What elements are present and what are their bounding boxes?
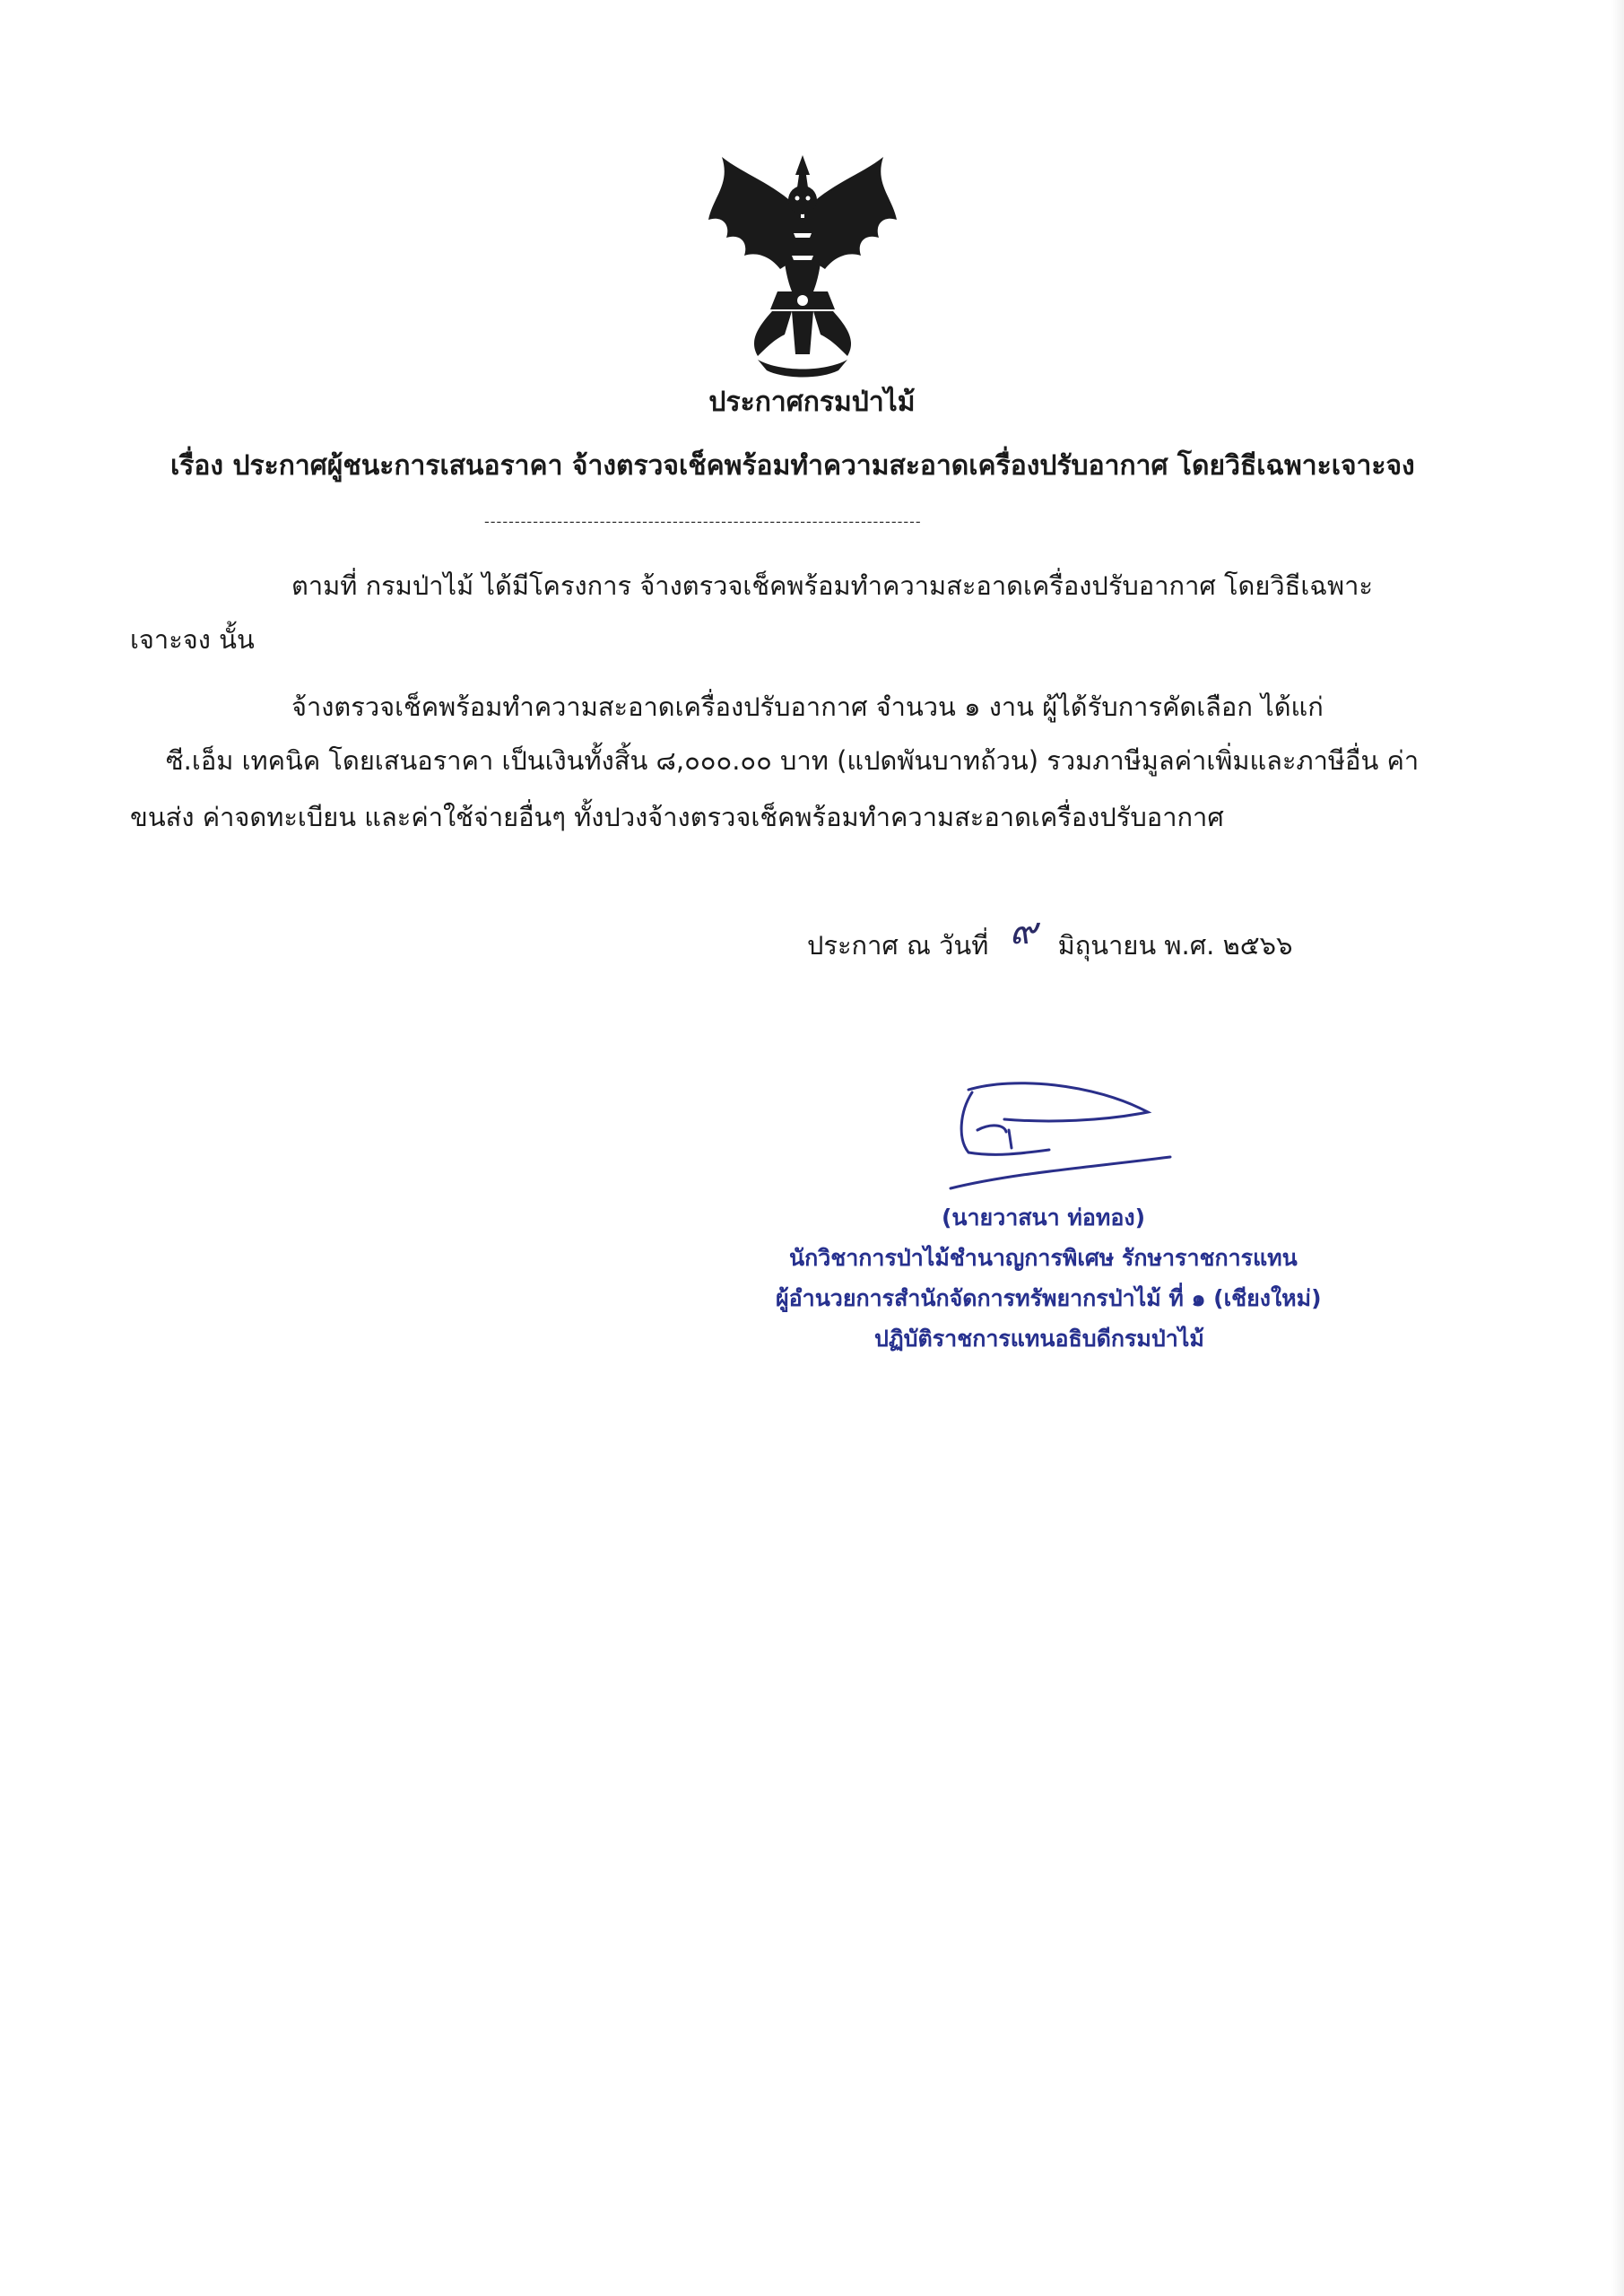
handwritten-signature-icon — [942, 1067, 1175, 1193]
body-paragraph-2-line-1: จ้างตรวจเช็คพร้อมทำความสะอาดเครื่องปรับอากาศ จำนวน ๑ งาน ผู้ได้รับการคัดเลือก ได้แก่ — [291, 691, 1324, 722]
signatory-position-2: ผู้อำนวยการสำนักจัดการทรัพยากรป่าไม้ ที่ ๑ (เชียงใหม่) — [776, 1285, 1322, 1311]
agency-title: ประกาศกรมป่าไม้ — [708, 387, 916, 418]
date-month-year: มิถุนายน พ.ศ. ๒๕๖๖ — [1057, 930, 1293, 961]
signatory-position-3: ปฏิบัติราชการแทนอธิบดีกรมป่าไม้ — [874, 1326, 1204, 1352]
announcement-date — [807, 909, 1293, 971]
body-paragraph-2-line-2: ซี.เอ็ม เทคนิค โดยเสนอราคา เป็นเงินทั้งสิ้น ๘,๐๐๐.๐๐ บาท (แปดพันบาทถ้วน) รวมภาษีมูลค่าเพิ่มและภาษีอื่น ค่า — [166, 745, 1420, 776]
garuda-emblem-icon — [695, 148, 910, 381]
signatory-name: (นายวาสนา ท่อทอง) — [942, 1205, 1145, 1231]
date-day-handwritten: ๙ — [1009, 909, 1038, 952]
body-paragraph-2-line-3: ขนส่ง ค่าจดทะเบียน และค่าใช้จ่ายอื่นๆ ทั้งปวงจ้างตรวจเช็คพร้อมทำความสะอาดเครื่องปรับอากาศ — [130, 802, 1224, 832]
body-paragraph-1-line-2: เจาะจง นั้น — [130, 624, 255, 655]
body-paragraph-1-line-1: ตามที่ กรมป่าไม้ ได้มีโครงการ จ้างตรวจเช็คพร้อมทำความสะอาดเครื่องปรับอากาศ โดยวิธีเฉพาะ — [291, 570, 1374, 601]
subject-line: เรื่อง ประกาศผู้ชนะการเสนอราคา จ้างตรวจเช็คพร้อมทำความสะอาดเครื่องปรับอากาศ โดยวิธีเฉพาะเจาะจง — [170, 450, 1415, 482]
date-prefix: ประกาศ ณ วันที่ — [807, 930, 989, 961]
signatory-position-1: นักวิชาการป่าไม้ชำนาญการพิเศษ รักษาราชการแทน — [789, 1245, 1298, 1271]
scan-edge-shadow — [1611, 0, 1624, 2296]
separator-line: ------------------------------------------------------------------------ — [484, 513, 922, 530]
